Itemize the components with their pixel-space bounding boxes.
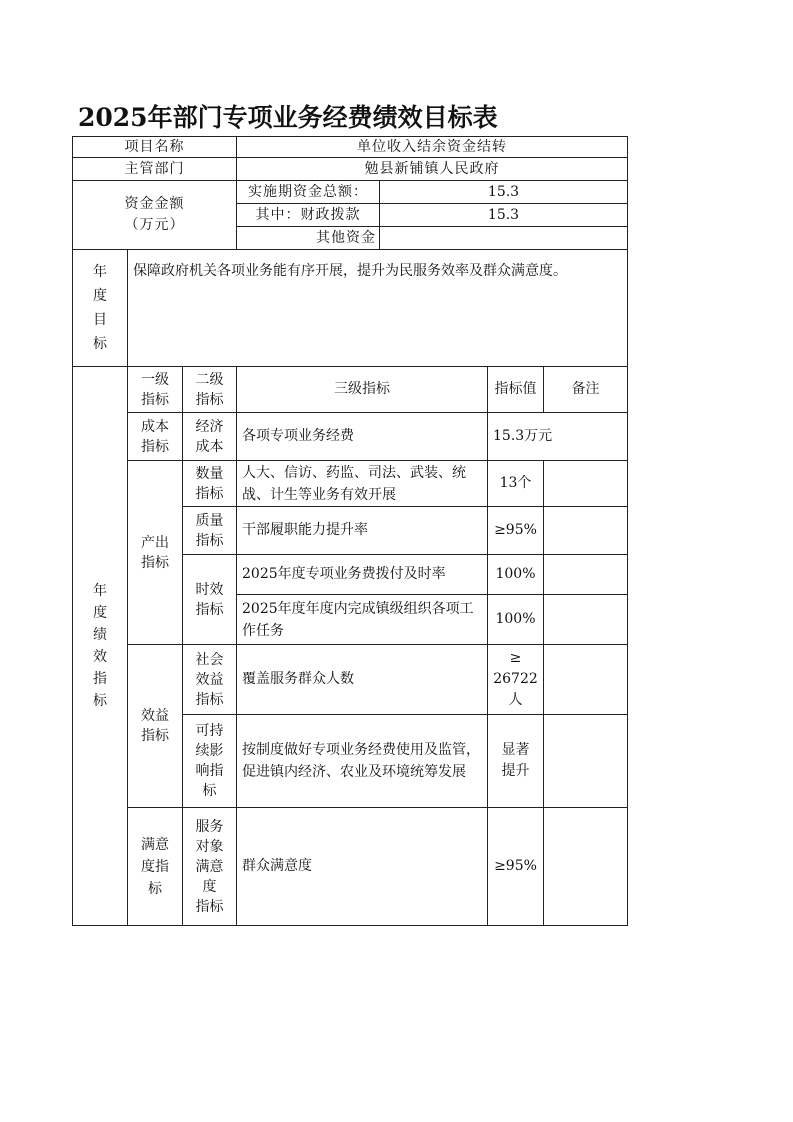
- cost-level1: 成本 指标: [127, 412, 183, 461]
- satisfaction-remark: [543, 807, 628, 926]
- quality-value: ≥95%: [487, 506, 544, 555]
- funds-total-label: 实施期资金总额：: [236, 180, 380, 204]
- satisfaction-level1: 满意 度指 标: [127, 807, 183, 926]
- quantity-remark: [543, 460, 628, 507]
- cost-level2: 经济 成本: [182, 412, 237, 461]
- department-value: 勉县新铺镇人民政府: [236, 157, 628, 181]
- funds-label: 资金金额 （万元）: [72, 180, 237, 250]
- indicators-section-label: 年 度 绩 效 指 标: [72, 366, 128, 926]
- satisfaction-level2: 服务 对象 满意 度 指标: [182, 807, 237, 926]
- annual-goal-text: 保障政府机关各项业务能有序开展，提升为民服务效率及群众满意度。: [127, 249, 628, 367]
- quantity-value: 13个: [487, 460, 544, 507]
- quality-remark: [543, 506, 628, 555]
- department-label: 主管部门: [72, 157, 237, 181]
- funds-other-value: [379, 226, 628, 250]
- funds-fiscal-value: 15.3: [379, 203, 628, 227]
- social-value: ≥ 26722 人: [487, 644, 544, 715]
- social-remark: [543, 644, 628, 715]
- quantity-text: 人大、信访、药监、司法、武装、统战、计生等业务有效开展: [236, 460, 488, 507]
- timeliness-text-2: 2025年度年度内完成镇级组织各项工作任务: [236, 594, 488, 645]
- funds-fiscal-label: 其中：财政拨款: [236, 203, 380, 227]
- quality-text: 干部履职能力提升率: [236, 506, 488, 555]
- timeliness-remark-1: [543, 554, 628, 595]
- header-remark: 备注: [543, 366, 628, 413]
- social-level2: 社会 效益 指标: [182, 644, 237, 715]
- timeliness-value-1: 100%: [487, 554, 544, 595]
- social-text: 覆盖服务群众人数: [236, 644, 488, 715]
- project-name-value: 单位收入结余资金结转: [236, 136, 628, 158]
- sustainable-text: 按制度做好专项业务经费使用及监管，促进镇内经济、农业及环境统筹发展: [236, 714, 488, 808]
- sustainable-remark: [543, 714, 628, 808]
- timeliness-level2: 时效 指标: [182, 554, 237, 645]
- page-title: 2025年部门专项业务经费绩效目标表: [78, 103, 498, 132]
- cost-text: 各项专项业务经费: [236, 412, 488, 461]
- annual-goal-label: 年 度 目 标: [72, 249, 128, 367]
- output-level1: 产出 指标: [127, 460, 183, 645]
- satisfaction-value: ≥95%: [487, 807, 544, 926]
- header-level2: 二级 指标: [182, 366, 237, 413]
- funds-total-value: 15.3: [379, 180, 628, 204]
- benefit-level1: 效益 指标: [127, 644, 183, 808]
- satisfaction-text: 群众满意度: [236, 807, 488, 926]
- timeliness-value-2: 100%: [487, 594, 544, 645]
- header-value: 指标值: [487, 366, 544, 413]
- cost-value: 15.3万元: [487, 412, 628, 461]
- header-level1: 一级 指标: [127, 366, 183, 413]
- header-level3: 三级指标: [236, 366, 488, 413]
- sustainable-level2: 可持 续影 响指 标: [182, 714, 237, 808]
- timeliness-remark-2: [543, 594, 628, 645]
- project-name-label: 项目名称: [72, 136, 237, 158]
- timeliness-text-1: 2025年度专项业务费拨付及时率: [236, 554, 488, 595]
- funds-other-label: 其他资金: [236, 226, 380, 250]
- sustainable-value: 显著 提升: [487, 714, 544, 808]
- quality-level2: 质量 指标: [182, 506, 237, 555]
- quantity-level2: 数量 指标: [182, 460, 237, 507]
